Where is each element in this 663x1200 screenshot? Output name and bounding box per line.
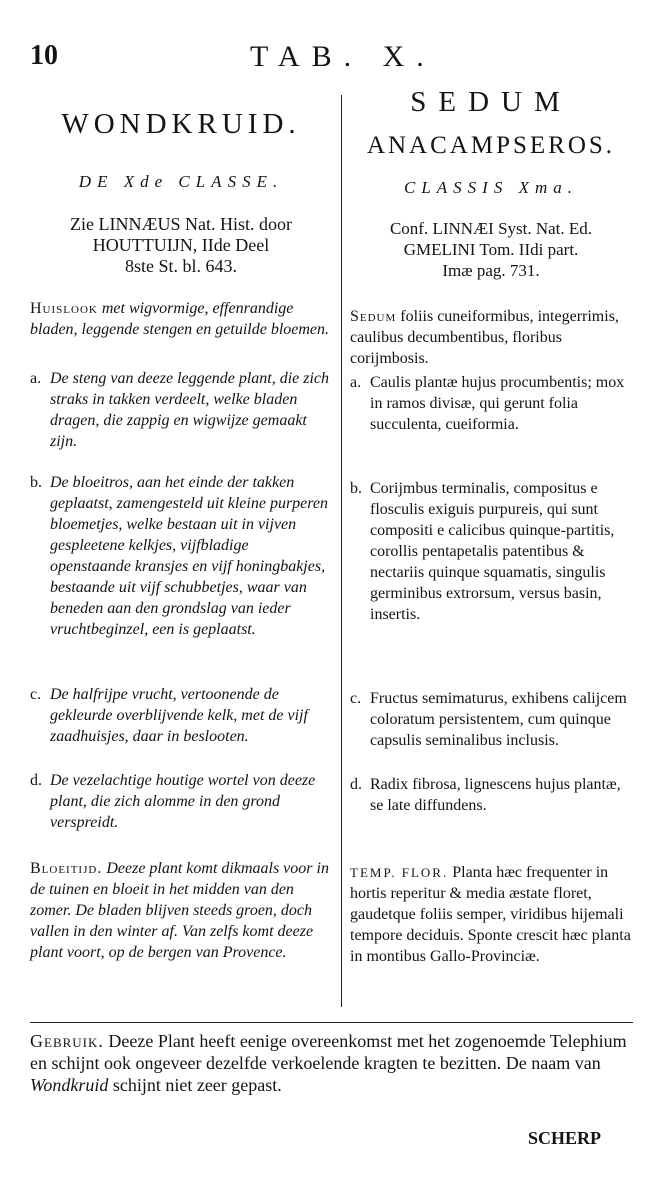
usage-plant-name: Wondkruid [30,1075,109,1095]
latin-item-d [350,774,632,816]
reference-line: GMELINI Tom. IIdi part. [403,240,579,259]
dutch-title: WONDKRUID. [61,108,301,140]
dutch-item-d [30,770,332,833]
flowering-text: Deeze plant komt dikmaals voor in de tuinen en bloeit in het midden van den zomer. De bladen blijven steeds groen, doch vallen in den winter af. Van zelfs komt deeze plant voort, op de bergen van Provence. [30,860,329,961]
latin-species: ANACAMPSEROS. [366,132,616,159]
item-marker: d. [350,776,362,793]
item-marker: b. [350,480,362,497]
latin-reference [350,218,632,281]
item-text: De halfrijpe vrucht, vertoonende de gekleurde overblijvende kelk, met de vijf zaadhuisjes, daar in beslooten. [50,686,308,745]
dutch-description [30,298,332,340]
item-marker: b. [30,474,42,491]
latin-class: CLASSIS Xma. [404,178,578,197]
latin-item-c [350,688,632,751]
item-marker: c. [30,686,42,703]
description-text: foliis cuneiformibus, integerrimis, caulibus decumbentibus, floribus corijmbosis. [350,308,619,367]
item-marker: d. [30,772,42,789]
item-text: Caulis plantæ hujus procumbentis; mox in ramos divisæ, qui gerunt folia succulenta, cueiformia. [370,374,625,433]
description-lead: Sedum [350,308,397,325]
item-text: De steng van deeze leggende plant, die zich straks in takken verdeelt, welke bladen dragen, die zappig en wigwijze gemaakt zijn. [50,370,330,450]
flowering-text: Planta hæc frequenter in hortis reperitur & media æstate floret, gaudetque foliis semper, viridibus hijemali tempore deciduis. Sponte crescit hæc planta in montibus Gallo-Provinciæ. [350,864,631,965]
column-divider [341,95,342,1007]
catchword: SCHERP [528,1128,602,1148]
item-marker: c. [350,690,362,707]
plate-heading: TAB. X. [250,40,436,73]
reference-line: HOUTTUIJN, IIde Deel [92,235,270,255]
item-text: De bloeitros, aan het einde der takken geplaatst, zamengesteld uit kleine purperen bloemetjes, welke bestaan uit in vijven gespleetene kelkjes, vijfbladige openstaande kransjes en vijf honingbakjes, bestaande uit vijf schubbetjes, waar van beneden aan den grondslag van ieder vruchtbeginzel, een is geplaatst. [50,474,329,638]
flowering-lead: TEMP. FLOR. [350,865,449,880]
page-number: 10 [30,40,58,71]
reference-line: Imæ pag. 731. [442,261,540,280]
description-text: met wigvormige, effenrandige bladen, leggende stengen en getuilde bloemen. [30,300,330,338]
latin-item-b [350,478,632,625]
latin-genus: SEDUM [410,86,572,118]
reference-line: 8ste St. bl. 643. [124,256,237,276]
item-marker: a. [350,374,362,391]
latin-description [350,306,632,369]
description-lead: Huislook [30,300,98,317]
item-text: Radix fibrosa, lignescens hujus plantæ, se late diffundens. [370,776,621,814]
item-text: Corijmbus terminalis, compositus e flosculis exiguis purpureis, qui sunt compositi e calicibus quinque-partitis, corollis pentapetalis patentibus & nectariis quinque squamatis, singulis germinibus extrorsum, versus basin, insertis. [370,480,615,623]
usage-lead: Gebruik. [30,1031,104,1051]
flowering-lead: Bloeitijd. [30,860,103,877]
dutch-item-a [30,368,332,452]
dutch-item-b [30,472,332,640]
item-text: De vezelachtige houtige wortel von deeze plant, die zich alomme in den grond verspreidt. [50,772,316,831]
item-marker: a. [30,370,42,387]
reference-line: Conf. LINNÆI Syst. Nat. Ed. [389,219,593,238]
dutch-reference [30,214,332,277]
footer-rule [30,1022,633,1023]
item-text: Fructus semimaturus, exhibens calijcem coloratum persistentem, cum quinque capsulis seminalibus inclusis. [370,690,627,749]
latin-flowering [350,862,632,967]
latin-item-a [350,372,632,435]
dutch-flowering [30,858,332,963]
dutch-class: DE Xde CLASSE. [78,172,284,191]
usage-text: schijnt niet zeer gepast. [108,1075,282,1095]
dutch-item-c [30,684,332,747]
usage-paragraph [30,1030,633,1096]
reference-line: Zie LINNÆUS Nat. Hist. door [70,214,292,234]
usage-text: Deeze Plant heeft eenige overeenkomst met het zogenoemde Telephium en schijnt ook ongeveer dezelfde verkoelende kragten te bezitten. De naam van [30,1031,627,1073]
